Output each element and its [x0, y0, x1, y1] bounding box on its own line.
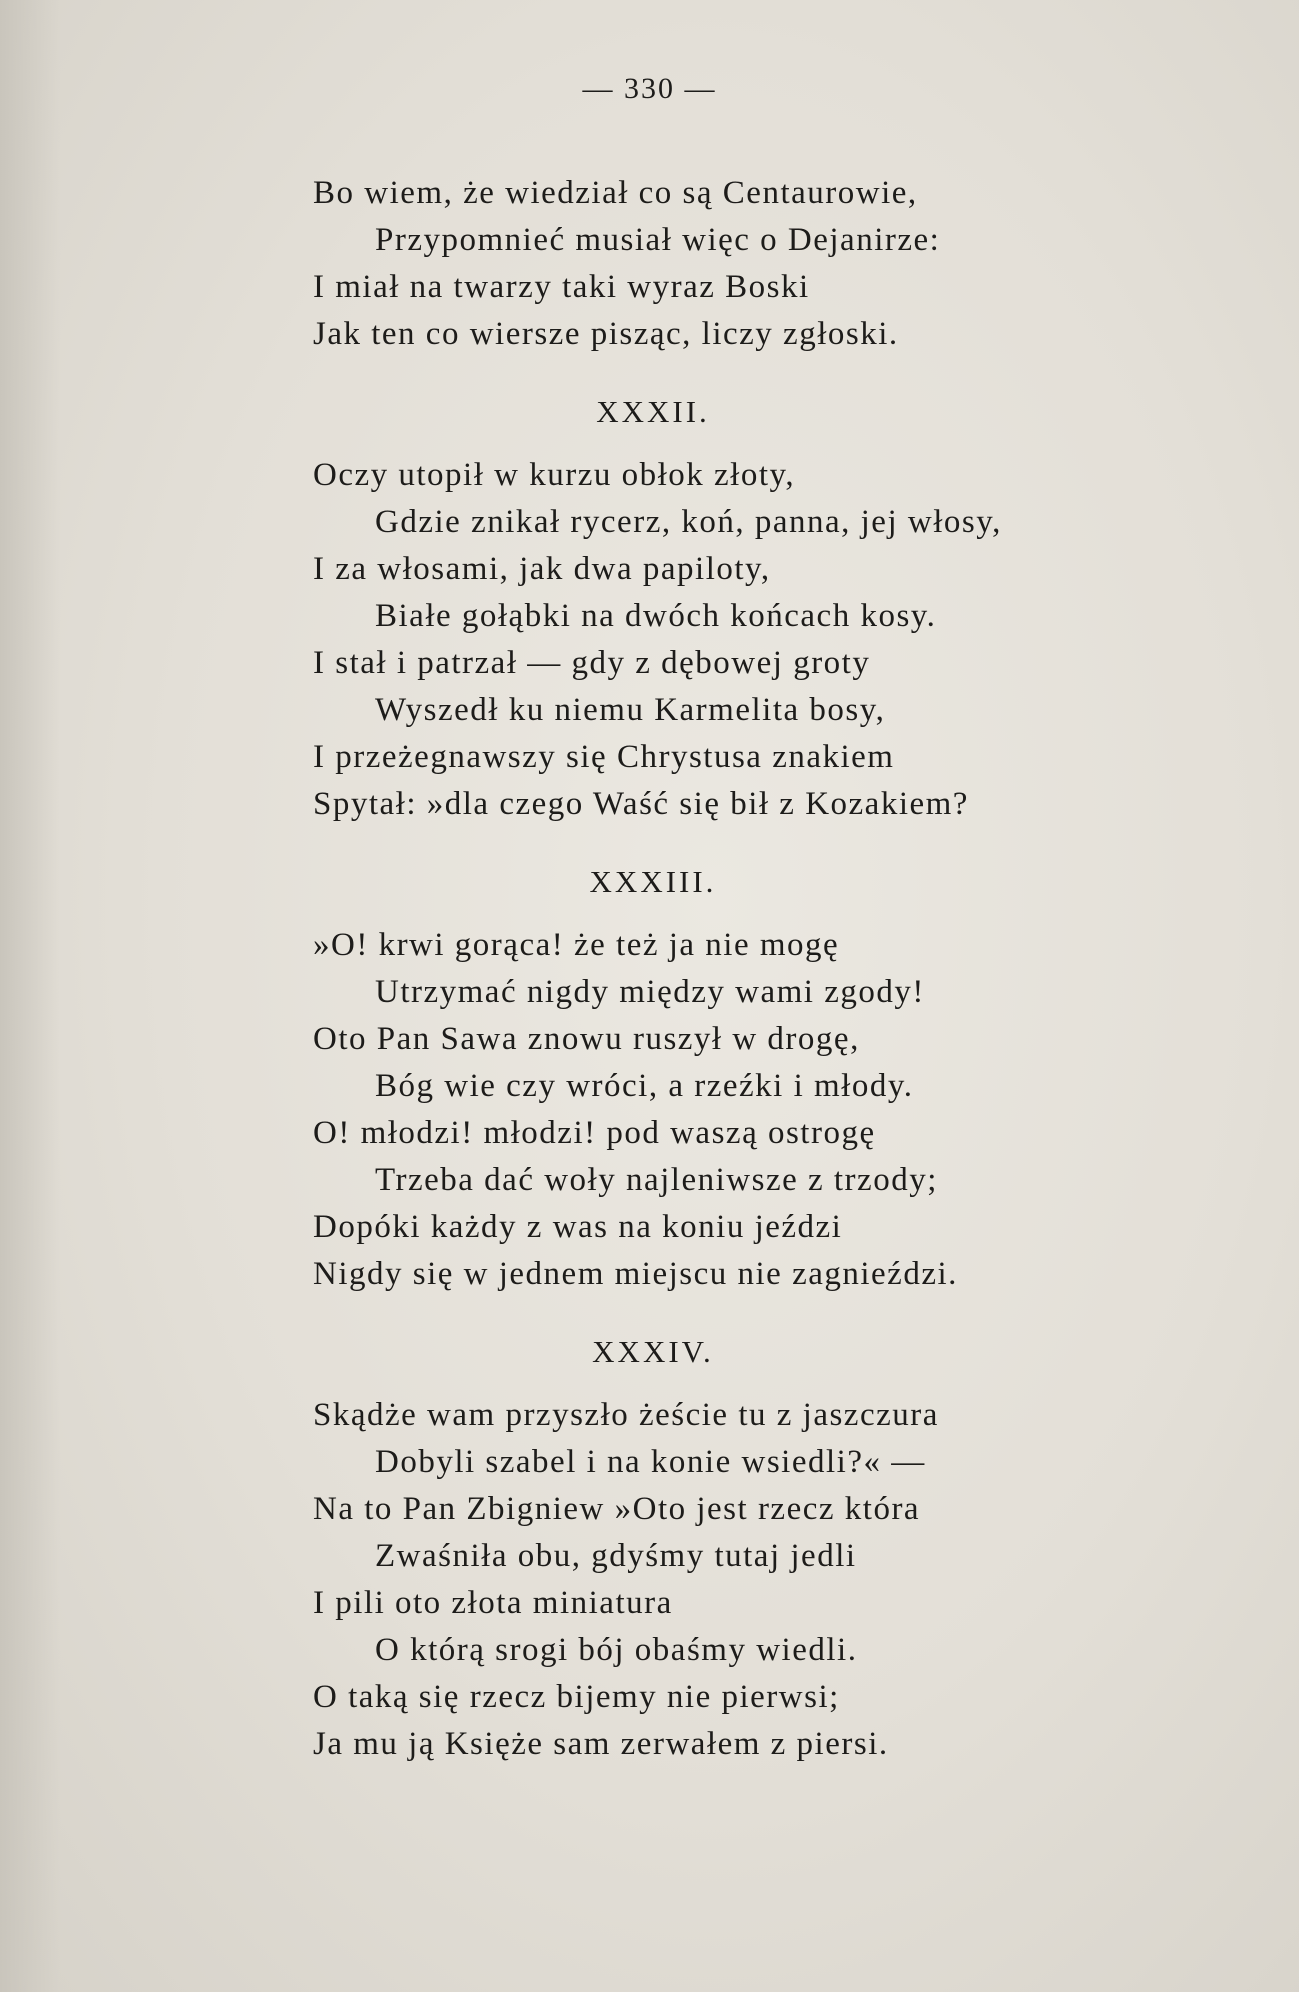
stanza-numeral: XXXIV.: [592, 1334, 714, 1369]
poem-text: [313, 170, 1213, 1768]
verse-line: Skądże wam przyszło żeście tu z jaszczura: [313, 1397, 939, 1433]
verse-line: I stał i patrzał — gdy z dębowej groty: [313, 645, 871, 681]
stanza-continuation: [313, 170, 1213, 358]
page-number: — 330 —: [582, 72, 717, 105]
verse-line: I pili oto złota miniatura: [313, 1585, 673, 1621]
verse-line: I przeżegnawszy się Chrystusa znakiem: [313, 739, 895, 775]
stanza-numeral: XXXIII.: [589, 864, 717, 899]
verse-line: Na to Pan Zbigniew »Oto jest rzecz która: [313, 1491, 921, 1527]
stanza-xxxiv: [313, 1328, 1213, 1768]
verse-line: Białe gołąbki na dwóch końcach kosy.: [375, 598, 937, 634]
verse-line: Oczy utopił w kurzu obłok złoty,: [313, 457, 796, 493]
verse-line: I za włosami, jak dwa papiloty,: [313, 551, 771, 587]
verse-line: Utrzymać nigdy między wami zgody!: [375, 974, 925, 1010]
verse-line: Nigdy się w jednem miejscu nie zagnieździ.: [313, 1256, 958, 1292]
verse-line: O! młodzi! młodzi! pod waszą ostrogę: [313, 1115, 876, 1151]
verse-line: Wyszedł ku niemu Karmelita bosy,: [375, 692, 886, 728]
verse-line: Spytał: »dla czego Waść się bił z Kozakiem?: [313, 786, 969, 822]
stanza-numeral: XXXII.: [596, 394, 710, 429]
verse-line: Przypomnieć musiał więc o Dejanirze:: [375, 222, 941, 258]
verse-line: O taką się rzecz bijemy nie pierwsi;: [313, 1679, 840, 1715]
verse-line: O którą srogi bój obaśmy wiedli.: [375, 1632, 858, 1668]
verse-line: Zwaśniła obu, gdyśmy tutaj jedli: [375, 1538, 857, 1574]
verse-line: Gdzie znikał rycerz, koń, panna, jej włosy,: [375, 504, 1002, 540]
verse-line: Ja mu ją Księże sam zerwałem z piersi.: [313, 1726, 889, 1762]
verse-line: Dopóki każdy z was na koniu jeździ: [313, 1209, 843, 1245]
verse-line: Bo wiem, że wiedział co są Centaurowie,: [313, 175, 918, 211]
verse-line: Jak ten co wiersze pisząc, liczy zgłoski.: [313, 316, 899, 352]
stanza-xxxiii: [313, 858, 1213, 1298]
verse-line: I miał na twarzy taki wyraz Boski: [313, 269, 810, 305]
verse-line: Oto Pan Sawa znowu ruszył w drogę,: [313, 1021, 860, 1057]
verse-line: Dobyli szabel i na konie wsiedli?« —: [375, 1444, 926, 1480]
verse-line: »O! krwi gorąca! że też ja nie mogę: [313, 927, 840, 963]
verse-line: Bóg wie czy wróci, a rzeźki i młody.: [375, 1068, 914, 1104]
verse-line: Trzeba dać woły najleniwsze z trzody;: [375, 1162, 938, 1198]
stanza-xxxii: [313, 388, 1213, 828]
